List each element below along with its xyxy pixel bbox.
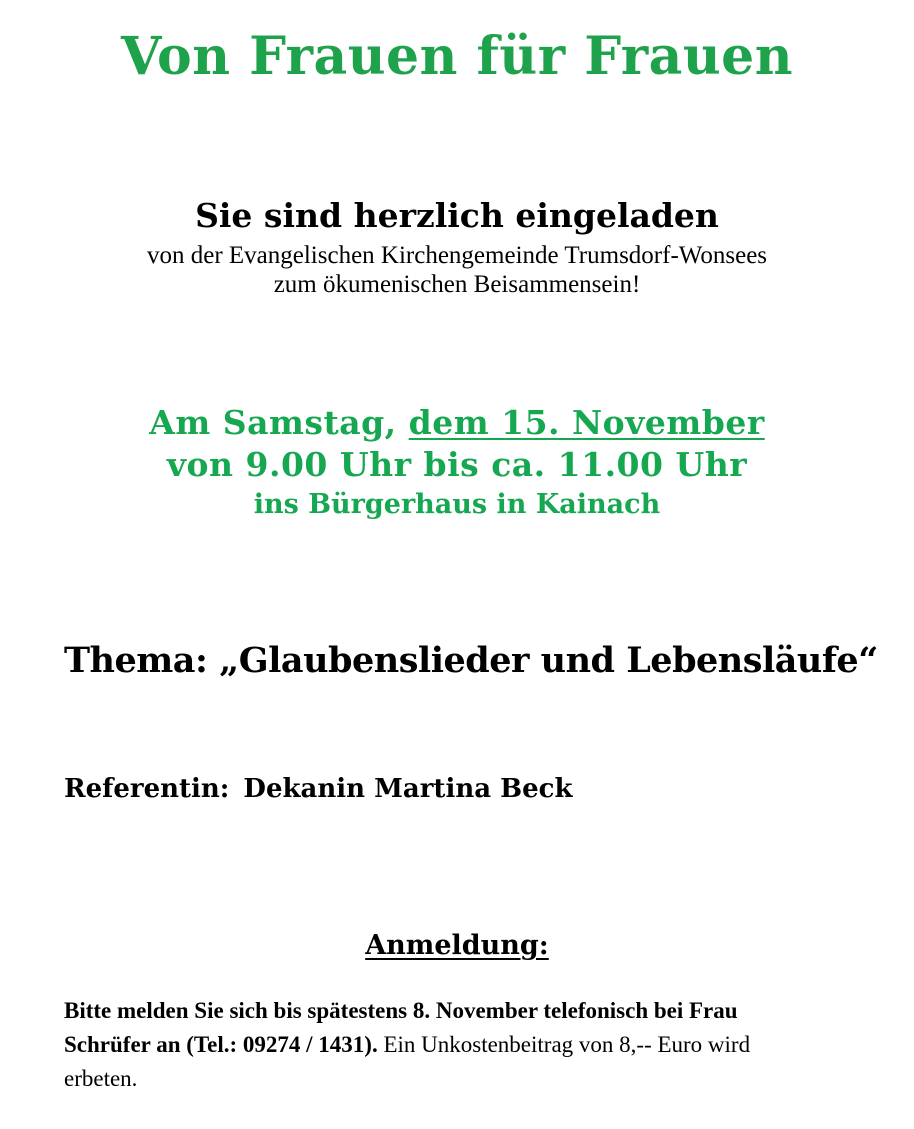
flyer-title: Von Frauen für Frauen bbox=[120, 26, 794, 87]
registration-heading bbox=[0, 930, 914, 961]
event-location-line: ins Bürgerhaus in Kainach bbox=[253, 489, 661, 520]
invitation-block bbox=[0, 196, 914, 299]
event-date-line bbox=[0, 402, 914, 444]
registration-line-2-bold: Schrüfer an (Tel.: 09274 / 1431). bbox=[64, 1032, 378, 1057]
speaker-name: Dekanin Martina Beck bbox=[243, 774, 573, 804]
registration-line-3 bbox=[64, 1062, 864, 1096]
registration-heading-text: Anmeldung: bbox=[365, 930, 549, 961]
event-details-block bbox=[0, 402, 914, 524]
speaker-label: Referentin: bbox=[64, 774, 230, 804]
invitation-heading: Sie sind herzlich eingeladen bbox=[195, 196, 719, 235]
invitation-line-2: zum ökumenischen Beisammensein! bbox=[273, 271, 641, 298]
registration-line-1 bbox=[64, 994, 864, 1028]
event-date-underlined: dem 15. November bbox=[408, 403, 765, 442]
registration-line-2-regular: Ein Unkostenbeitrag von 8,-- Euro wird bbox=[377, 1032, 751, 1057]
event-date-prefix: Am Samstag, bbox=[149, 403, 409, 442]
invitation-line-1: von der Evangelischen Kirchengemeinde Trumsdorf-Wonsees bbox=[146, 242, 768, 269]
registration-paragraph bbox=[64, 994, 864, 1096]
event-time-line: von 9.00 Uhr bis ca. 11.00 Uhr bbox=[166, 445, 748, 484]
registration-line-1-bold: Bitte melden Sie sich bis spätestens 8. November telefonisch bei Frau bbox=[64, 998, 738, 1023]
registration-line-3-regular: erbeten. bbox=[64, 1066, 138, 1091]
speaker-line bbox=[64, 774, 572, 804]
registration-line-2 bbox=[64, 1028, 864, 1062]
topic-line: Thema: „Glaubenslieder und Lebensläufe“ bbox=[64, 640, 878, 681]
